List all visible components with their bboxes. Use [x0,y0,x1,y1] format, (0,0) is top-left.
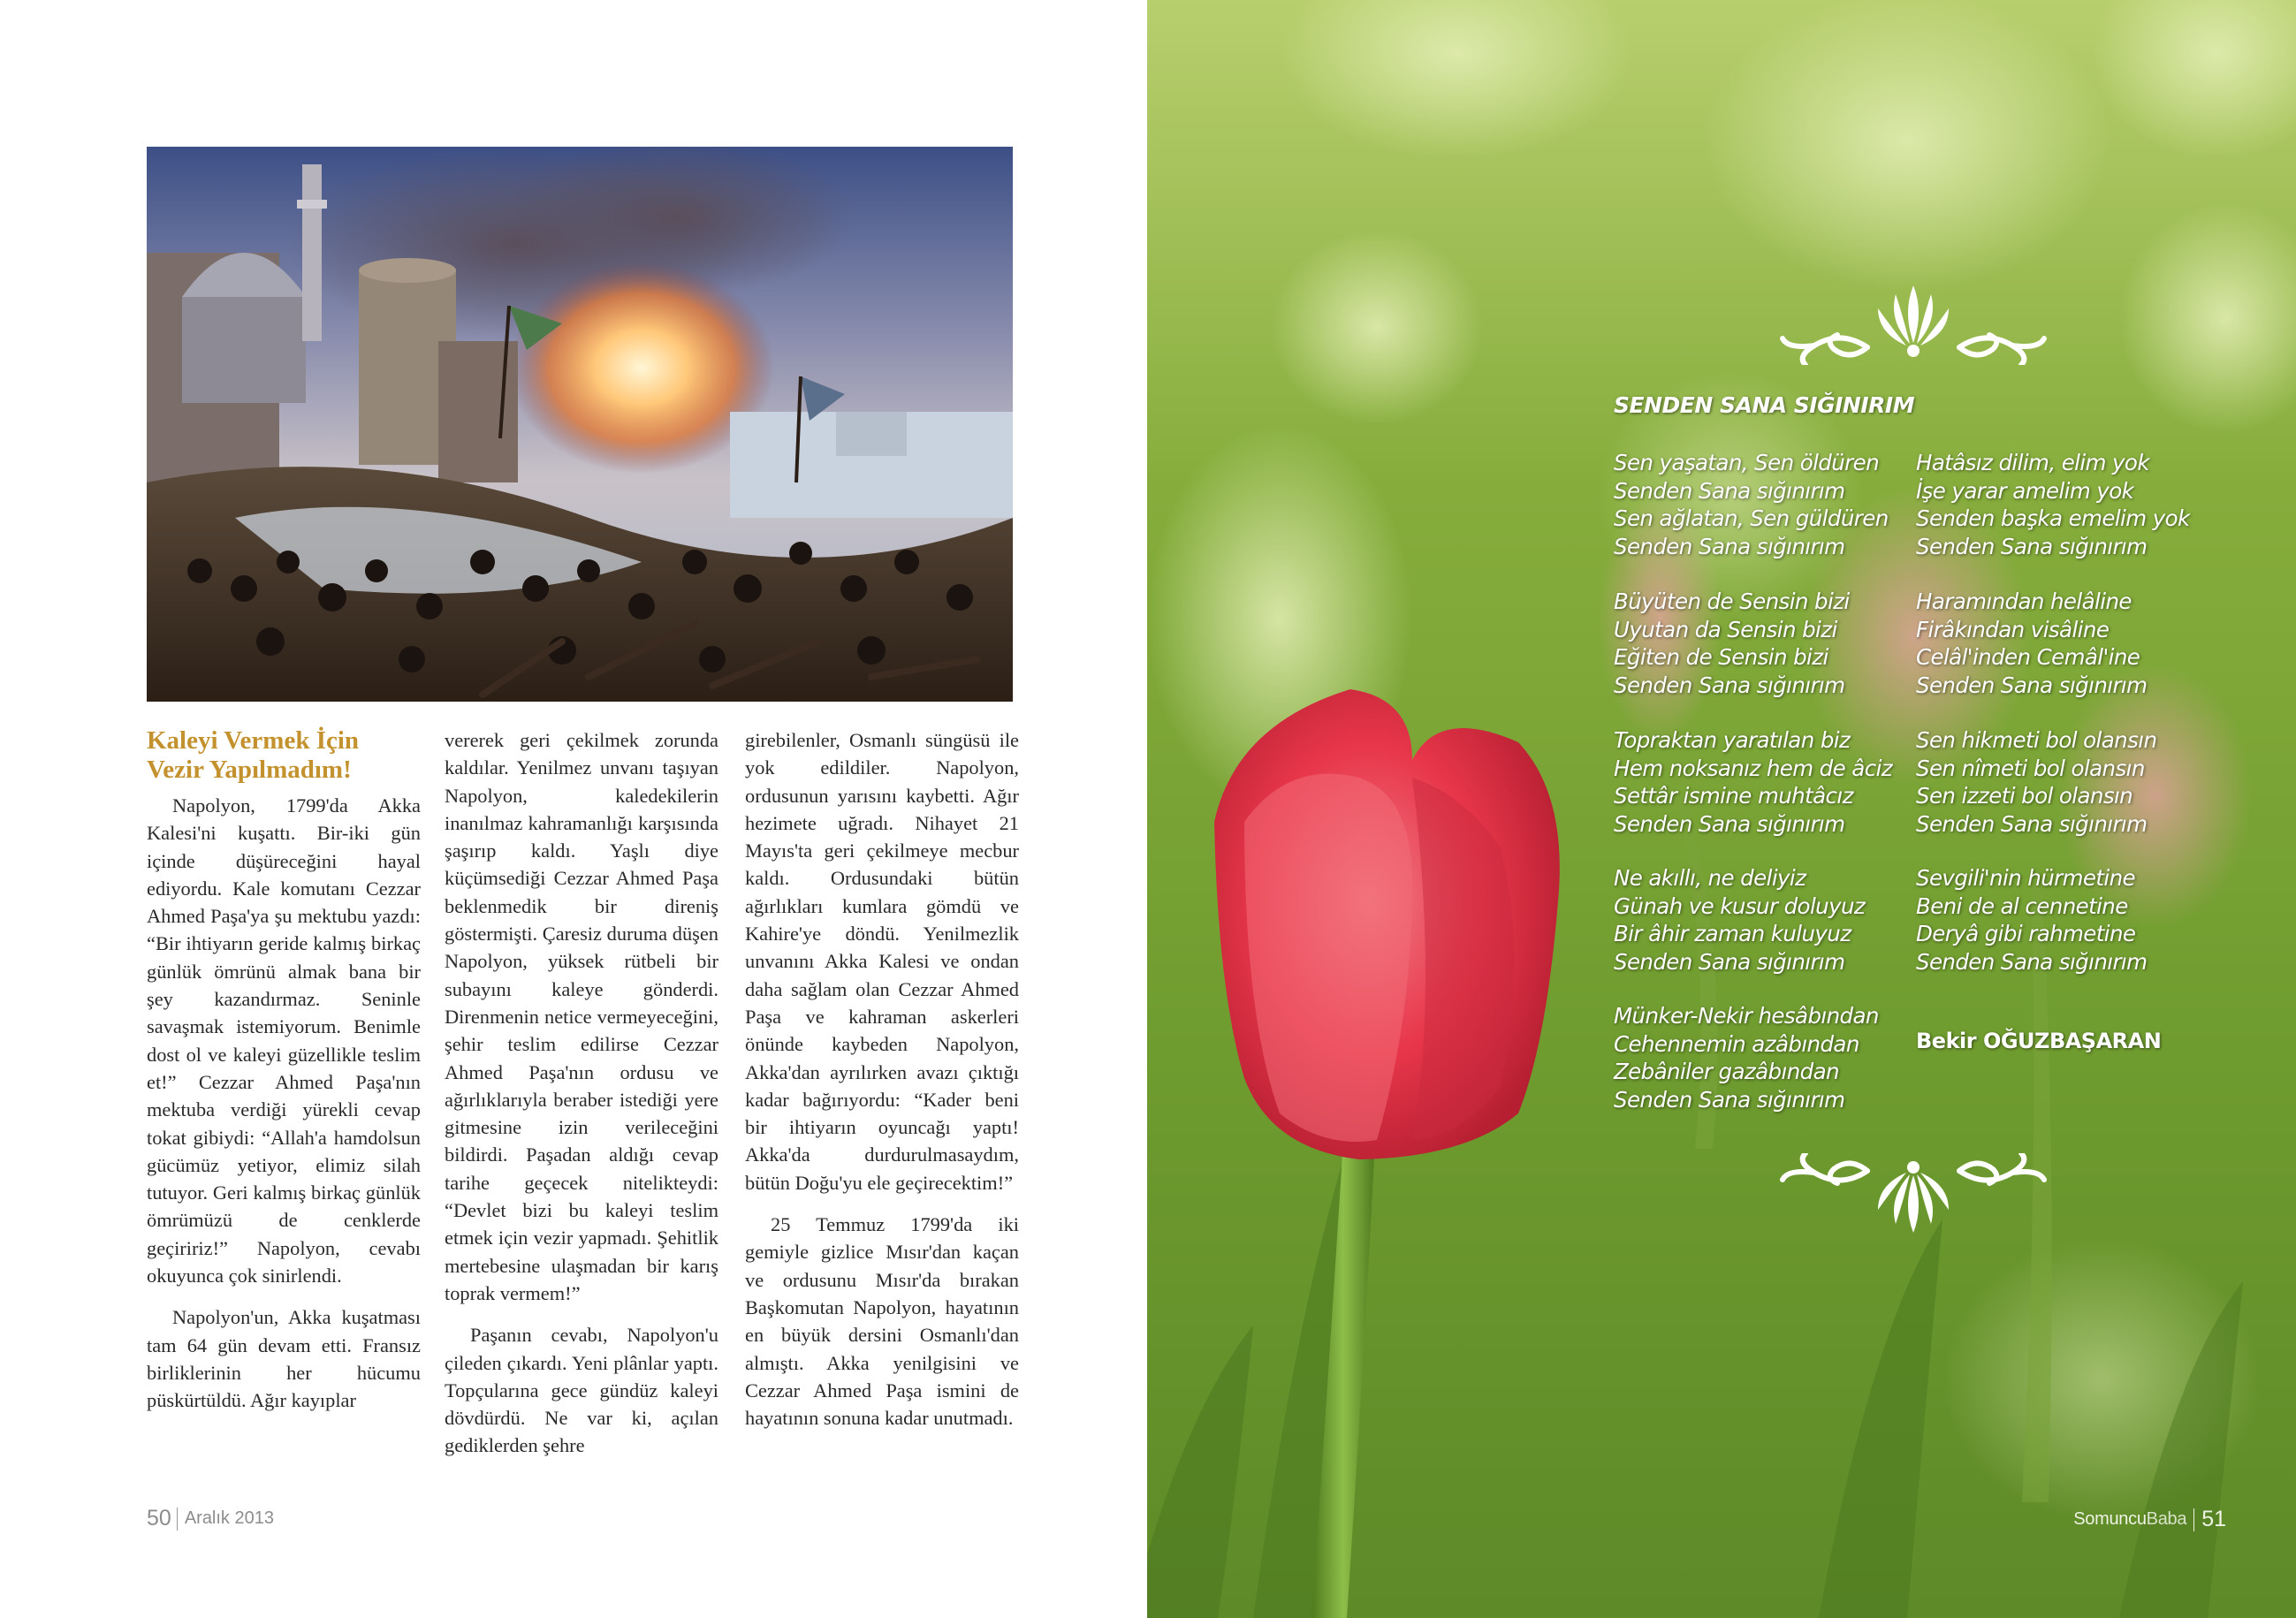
poem-title: SENDEN SANA SIĞINIRIM [1614,392,1915,418]
poem-line: Firâkından visâline [1916,616,2110,642]
poem-stanza-left-1 [1614,449,1889,560]
poem-line: Senden Sana sığınırım [1916,948,2148,975]
poem-line: Sen nîmeti bol olansın [1916,755,2145,781]
floral-scroll-ornament-bottom-icon [1779,1153,2049,1242]
poem-stanza-left-2 [1614,588,1850,699]
folio-right [2073,1507,2226,1532]
poem-line: Senden Sana sığınırım [1614,477,1845,504]
article-column-1 [147,726,421,1429]
poem-line: Deryâ gibi rahmetine [1916,921,2136,946]
battle-painting-image [147,147,1013,702]
poem-line: Eğiten de Sensin bizi [1614,644,1828,670]
poem-line: Senden Sana sığınırım [1614,1086,1845,1113]
poem-stanza-left-4 [1614,864,1865,976]
article-paragraph: Paşanın cevabı, Napolyon'u çileden çıkardı. Yeni plânlar yaptı. Topçularına gece gündüz kaleyi dövdürdü. Ne var ki, açılan gediklerden şehre [445,1324,718,1457]
poem-line: Senden Sana sığınırım [1614,948,1845,975]
brand-part-2: Baba [2146,1509,2187,1529]
poem-line: Senden Sana sığınırım [1614,672,1845,698]
folio-left [147,1506,274,1531]
poem-stanza-right-2 [1916,588,2147,699]
folio-divider [177,1508,178,1531]
article-column-3 [745,726,1019,1446]
page-number-right: 51 [2201,1507,2226,1531]
poem-stanza-right-4 [1916,864,2147,976]
poem-line: Settâr ismine muhtâcız [1614,783,1853,809]
poem-line: Hem noksanız hem de âciz [1614,755,1893,781]
article-paragraph: vererek geri çekilmek zorunda kaldılar. Yenilmez unvanı taşıyan Napolyon, kaledekilerin inanılmaz kahramanlığı karşısında şaşırıp kaldı. Yaşlı diye küçümsediği Cezzar Ahmed Paşa beklenmedik bir direniş göstermişti. Çaresiz duruma düşen Napolyon, yüksek rütbeli bir subayını kaleye gönderdi. Direnmenin netice vermeyeceğini, şehir teslim edilirse Cezzar Ahmed Paşa'nın ordusu ve ağırlıklarıyla beraber istediği yere gitmesine izin verileceğini bildirdi. Paşadan aldığı cevap tarihe geçecek nitelikteydi: “Devlet bizi bu kaleyi teslim etmek için vezir yapmadı. Şehitlik mertebesine ulaşmadan bir karış toprak vermem!” [445,729,718,1304]
article-paragraph: 25 Temmuz 1799'da iki gemiyle gizlice Mısır'dan kaçan ve ordusunu Mısır'da bırakan Başkomutan Napolyon, hayatının en büyük dersini Osmanlı'dan almıştı. Akka yenilgisini ve Cezzar Ahmed Paşa ismini de hayatının sonuna kadar unutmadı. [745,1213,1019,1430]
article-heading-line-1: Kaleyi Vermek İçin [147,726,360,755]
article-heading-line-2: Vezir Yapılmadım! [147,756,352,784]
poem-line: Uyutan da Sensin bizi [1614,616,1837,642]
poem-line: İşe yarar amelim yok [1916,477,2134,504]
issue-date: Aralık 2013 [184,1508,274,1528]
siege-of-acre-painting [147,147,1013,702]
article-column-2 [445,726,718,1474]
page-number-left: 50 [147,1506,171,1531]
poem-line: Büyüten de Sensin bizi [1614,589,1850,614]
poem-line: Senden Sana sığınırım [1614,810,1845,837]
article-heading [147,726,421,785]
poem-line: Sen yaşatan, Sen öldüren [1614,450,1880,475]
left-page [0,0,1147,1618]
poem-line: Sen hikmeti bol olansın [1916,727,2157,753]
poem-line: Senden Sana sığınırım [1916,810,2148,837]
poem-line: Hatâsız dilim, elim yok [1916,450,2149,475]
poem-line: Senden başka emelim yok [1916,505,2190,531]
poem-line: Bir âhir zaman kuluyuz [1614,921,1851,946]
poem-line: Cehennemin azâbından [1614,1030,1859,1057]
poem-line: Celâl'inden Cemâl'ine [1916,644,2140,670]
magazine-brand [2073,1509,2186,1530]
poem-line: Senden Sana sığınırım [1916,533,2148,559]
poem-line: Zebâniler gazâbından [1614,1059,1839,1084]
poem-line: Ne akıllı, ne deliyiz [1614,865,1806,891]
poem-stanza-right-1 [1916,449,2190,560]
poem-line: Sen ağlatan, Sen güldüren [1614,505,1889,531]
poem-line: Günah ve kusur doluyuz [1614,893,1866,919]
floral-scroll-ornament-top-icon [1779,277,2049,365]
poem-line: Topraktan yaratılan biz [1614,727,1851,753]
poem-line: Sevgili'nin hürmetine [1916,865,2135,891]
right-page [1147,0,2296,1618]
poem-line: Münker-Nekir hesâbından [1614,1003,1879,1029]
poem-author: Bekir OĞUZBAŞARAN [1916,1029,2162,1053]
brand-part-1: Somuncu [2073,1509,2147,1529]
poem-stanza-left-5 [1614,1002,1879,1113]
poem-line: Beni de al cennetine [1916,893,2128,919]
folio-divider [2193,1508,2194,1531]
poem-line: Senden Sana sığınırım [1916,672,2148,698]
poem-line: Haramından helâline [1916,589,2132,614]
poem-stanza-right-3 [1916,726,2156,838]
article-paragraph: Napolyon'un, Akka kuşatması tam 64 gün devam etti. Fransız birliklerinin her hücumu püskürtüldü. Ağır kayıplar [147,1306,421,1412]
article-paragraph: girebilenler, Osmanlı süngüsü ile yok edildiler. Napolyon, ordusunun yarısını kaybetti. Ağır hezimete uğradı. Nihayet 21 Mayıs'ta geri çekilmeye mecbur kaldı. Ordusundaki bütün ağırlıkları kumlara gömdü ve Kahire'ye döndü. Yenilmezlik unvanını Akka Kalesi ve ondan daha sağlam olan Cezzar Ahmed Paşa ve kahraman askerleri önünde kaybeden Napolyon, Akka'dan ayrılırken avazı çıktığı kadar bağırıyordu: “Kader beni bir ihtiyarın oyuncağı yaptı! Akka'da durdurulmasaydım, bütün Doğu'yu ele geçirecektim!” [745,729,1019,1194]
poem-line: Sen izzeti bol olansın [1916,783,2133,809]
article-paragraph: Napolyon, 1799'da Akka Kalesi'ni kuşattı. Bir-iki gün içinde düşüreceğini hayal ediyordu. Kale komutanı Cezzar Ahmed Paşa'ya şu mektubu yazdı: “Bir ihtiyarın geride kalmış birkaç günlük ömrünü almak bana bir şey kazandırmaz. Seninle savaşmak istemiyorum. Benimle dost ol ve kaleyi güzellikle teslim et!” Cezzar Ahmed Paşa'nın mektuba verdiği yürekli cevap tokat gibiydi: “Allah'a hamdolsun gücümüz yetiyor, elimiz silah tutuyor. Geri kalmış birkaç günlük ömrümüzü de cenklerde geçiririz!” Napolyon, cevabı okuyunca çok sinirlendi. [147,794,421,1288]
poem-stanza-left-3 [1614,726,1892,838]
poem-line: Senden Sana sığınırım [1614,533,1845,559]
